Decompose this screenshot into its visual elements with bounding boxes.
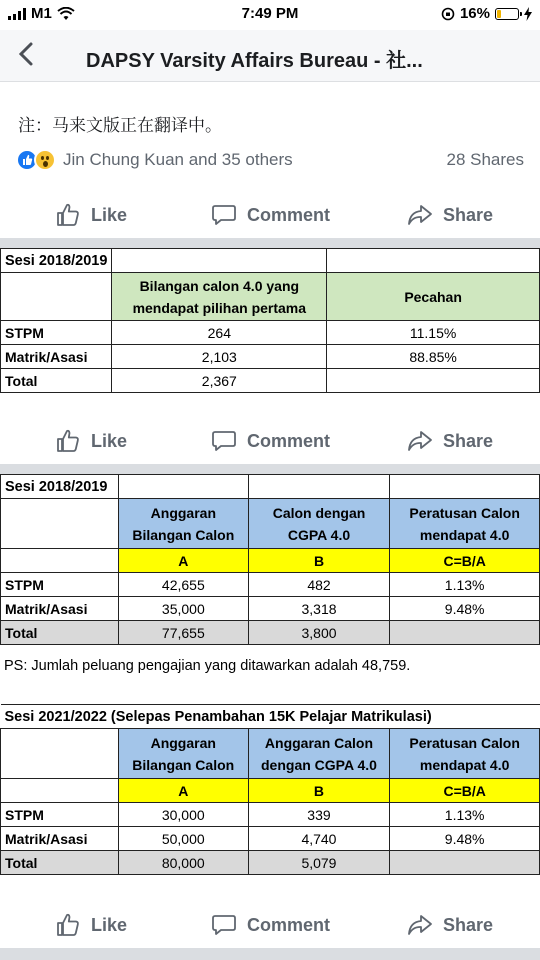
table-cell bbox=[327, 369, 540, 393]
comment-icon bbox=[211, 202, 237, 228]
reactions-summary[interactable] bbox=[16, 148, 524, 174]
divider bbox=[0, 948, 540, 960]
comment-label: Comment bbox=[247, 430, 331, 451]
table-cell: 30,000 bbox=[118, 803, 248, 827]
comment-button[interactable] bbox=[211, 202, 330, 228]
column-header: Peratusan Calon mendapat 4.0 bbox=[390, 729, 540, 779]
like-button[interactable] bbox=[55, 428, 127, 454]
like-label: Like bbox=[91, 914, 128, 935]
status-bar bbox=[0, 0, 540, 30]
table-cell: 80,000 bbox=[118, 851, 248, 875]
comment-icon bbox=[211, 428, 237, 454]
reaction-names: Jin Chung Kuan and 35 others bbox=[63, 150, 293, 169]
table-cell: 9.48% bbox=[390, 597, 540, 621]
table-cell: 1.13% bbox=[390, 573, 540, 597]
table-cell: 3,318 bbox=[248, 597, 390, 621]
thumbs-up-icon bbox=[55, 428, 81, 454]
share-count[interactable]: 28 Shares bbox=[446, 150, 524, 169]
divider bbox=[0, 464, 540, 474]
column-header: Pecahan bbox=[327, 273, 540, 321]
action-bar bbox=[0, 414, 540, 464]
table-cell: 2,103 bbox=[112, 345, 327, 369]
table-cell: 4,740 bbox=[248, 827, 390, 851]
page-title: DAPSY Varsity Affairs Bureau - 社... bbox=[86, 50, 423, 72]
divider bbox=[0, 238, 540, 248]
table-cell: 264 bbox=[112, 321, 327, 345]
column-header: Calon dengan CGPA 4.0 bbox=[248, 499, 390, 549]
comment-label: Comment bbox=[247, 914, 331, 935]
like-button[interactable] bbox=[55, 912, 127, 938]
wow-reaction-icon bbox=[34, 149, 56, 171]
table-note: PS: Jumlah peluang pengajian yang ditawarkan adalah 48,759. bbox=[4, 658, 411, 674]
table-cell: 5,079 bbox=[248, 851, 390, 875]
column-header: Anggaran Bilangan Calon bbox=[118, 729, 248, 779]
table-sesi-2021 bbox=[0, 704, 540, 875]
status-time: 7:49 PM bbox=[241, 5, 299, 22]
share-button[interactable] bbox=[407, 202, 493, 228]
thumbs-up-icon bbox=[55, 912, 81, 938]
table-cell: 339 bbox=[248, 803, 390, 827]
column-subheader: B bbox=[248, 779, 390, 803]
comment-button[interactable] bbox=[211, 912, 330, 938]
column-subheader: A bbox=[118, 549, 248, 573]
share-button[interactable] bbox=[407, 428, 493, 454]
column-header: Anggaran Calon dengan CGPA 4.0 bbox=[248, 729, 390, 779]
table-title: Sesi 2021/2022 (Selepas Penambahan 15K Pelajar Matrikulasi) bbox=[1, 705, 540, 729]
battery-percent: 16% bbox=[459, 5, 490, 22]
table-title: Sesi 2018/2019 bbox=[1, 475, 119, 499]
column-subheader: C=B/A bbox=[390, 549, 540, 573]
table-cell: 50,000 bbox=[118, 827, 248, 851]
table-sesi-2018-cgpa bbox=[0, 474, 540, 645]
row-label: Matrik/Asasi bbox=[1, 597, 119, 621]
post-text: 注：马来文版正在翻译中。 bbox=[18, 116, 222, 135]
table-cell: 42,655 bbox=[118, 573, 248, 597]
like-button[interactable] bbox=[55, 202, 127, 228]
share-button[interactable] bbox=[407, 912, 493, 938]
share-arrow-icon bbox=[407, 202, 433, 228]
comment-button[interactable] bbox=[211, 428, 330, 454]
comment-icon bbox=[211, 912, 237, 938]
share-label: Share bbox=[443, 430, 494, 451]
table-cell: 1.13% bbox=[390, 803, 540, 827]
table-title: Sesi 2018/2019 bbox=[1, 249, 112, 273]
column-header: Bilangan calon 4.0 yang mendapat pilihan pertama bbox=[112, 273, 327, 321]
table-cell: 3,800 bbox=[248, 621, 390, 645]
battery-icon bbox=[495, 8, 519, 20]
share-label: Share bbox=[443, 914, 494, 935]
row-label: Total bbox=[1, 621, 119, 645]
like-label: Like bbox=[91, 204, 128, 225]
row-label: Total bbox=[1, 851, 119, 875]
column-subheader: A bbox=[118, 779, 248, 803]
column-subheader: C=B/A bbox=[390, 779, 540, 803]
action-bar bbox=[0, 188, 540, 238]
table-cell bbox=[390, 621, 540, 645]
row-label: STPM bbox=[1, 321, 112, 345]
carrier-name: M1 bbox=[31, 5, 52, 22]
back-button[interactable] bbox=[16, 40, 44, 70]
table-cell: 77,655 bbox=[118, 621, 248, 645]
table-cell: 9.48% bbox=[390, 827, 540, 851]
row-label: Matrik/Asasi bbox=[1, 345, 112, 369]
orientation-lock-icon bbox=[441, 7, 455, 21]
column-header: Anggaran Bilangan Calon bbox=[118, 499, 248, 549]
row-label: Matrik/Asasi bbox=[1, 827, 119, 851]
table-sesi-2018-pecahan bbox=[0, 248, 540, 393]
charging-icon bbox=[524, 7, 532, 21]
action-bar bbox=[0, 898, 540, 948]
row-label: STPM bbox=[1, 803, 119, 827]
comment-label: Comment bbox=[247, 204, 331, 225]
table-cell: 482 bbox=[248, 573, 390, 597]
table-cell: 88.85% bbox=[327, 345, 540, 369]
thumbs-up-icon bbox=[55, 202, 81, 228]
column-header: Peratusan Calon mendapat 4.0 bbox=[390, 499, 540, 549]
share-label: Share bbox=[443, 204, 494, 225]
share-arrow-icon bbox=[407, 428, 433, 454]
table-cell: 35,000 bbox=[118, 597, 248, 621]
row-label: STPM bbox=[1, 573, 119, 597]
table-cell: 11.15% bbox=[327, 321, 540, 345]
row-label: Total bbox=[1, 369, 112, 393]
share-arrow-icon bbox=[407, 912, 433, 938]
table-image-1[interactable] bbox=[0, 248, 540, 398]
page-header bbox=[0, 30, 540, 82]
table-image-2[interactable] bbox=[0, 474, 540, 884]
column-subheader: B bbox=[248, 549, 390, 573]
back-chevron-icon bbox=[16, 40, 36, 68]
table-cell: 2,367 bbox=[112, 369, 327, 393]
like-label: Like bbox=[91, 430, 128, 451]
table-cell bbox=[390, 851, 540, 875]
